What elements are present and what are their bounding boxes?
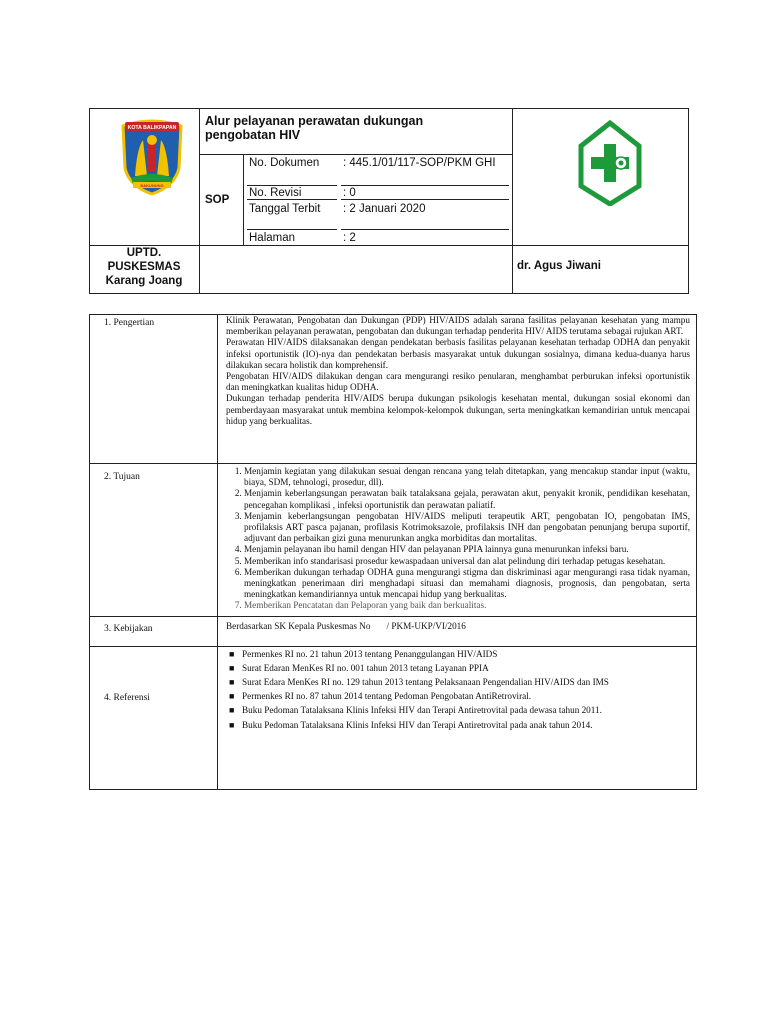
puskesmas-logo-icon — [577, 120, 643, 206]
reference-text: Surat Edaran MenKes RI no. 001 tahun 2013 tetang Layanan PPIA — [242, 662, 489, 673]
list-item: 7. Memberikan Pencatatan dan Pelaporan yang baik dan berkualitas. — [244, 600, 690, 611]
table-row — [90, 616, 697, 646]
signer-name: dr. Agus Jiwani — [517, 260, 601, 272]
meta-value-no-dokumen: : 445.1/01/117-SOP/PKM GHI — [343, 157, 496, 169]
list-item — [229, 719, 690, 731]
unit-line: PUSKESMAS — [107, 261, 181, 273]
reference-text: Permenkes RI no. 21 tahun 2013 tentang Penanggulangan HIV/AIDS — [242, 648, 498, 659]
pengertian-content — [218, 315, 697, 464]
list-item: 5. Memberikan info standarisasi prosedur kewaspadaan universal dan alat pelindung diri terhadap petugas kesehatan. — [244, 556, 690, 567]
square-bullet-icon: ■ — [229, 705, 235, 716]
unit-line: UPTD. — [126, 247, 162, 259]
list-item: 3. Menjamin keberlangsungan pengobatan HIV/AIDS meliputi terapeutik ART, pengobatan IO, pengobatan IMS, profilaksis ART pasca pajanan, profilasis Kotrimoksazole, profilaksis INH dan pengobatan penunjang berupa suportif, adjuvant dan perbaikan gizi guna menurunkan angka morbiditas dan mortalitas. — [244, 511, 690, 545]
paragraph: Pengobatan HIV/AIDS dilakukan dengan cara mengurangi resiko penularan, menghambat perburukan infeksi oportunistik dan meningkatkan kualitas hidup ODHA. — [226, 371, 690, 393]
referensi-content — [218, 646, 697, 789]
list-item — [229, 677, 690, 688]
crest-ribbon-text: BAKUNUNG — [140, 183, 164, 188]
square-bullet-icon: ■ — [229, 662, 235, 673]
square-bullet-icon: ■ — [229, 648, 235, 659]
row-divider — [341, 229, 509, 230]
table-border — [89, 293, 689, 294]
row-divider — [247, 199, 337, 200]
table-border — [512, 108, 513, 294]
tujuan-list — [226, 466, 690, 612]
meta-label-no-revisi: No. Revisi — [249, 187, 302, 199]
list-item — [229, 662, 690, 674]
list-item — [229, 691, 690, 702]
list-item: 2. Menjamin keberlangsungan perawatan baik tatalaksana gejala, perawatan akut, penyakit kronik, pendidikan kesehatan, pencegahan komplikasi , infeksi oportunistik dan perawatan paliatif. — [244, 488, 690, 510]
row-divider — [341, 185, 509, 186]
meta-label-halaman: Halaman — [249, 232, 296, 244]
list-item — [229, 648, 690, 660]
section-label: 4. Referensi — [90, 646, 218, 789]
title-line: Alur pelayanan perawatan dukungan — [205, 114, 424, 128]
row-divider — [247, 229, 337, 230]
list-item: 1. Menjamin kegiatan yang dilakukan sesuai dengan rencana yang telah ditetapkan, yang mencakup standar input (waktu, biaya, SDM, tehnologi, prosedur, dll). — [244, 466, 690, 488]
table-row — [90, 315, 697, 464]
meta-label-tanggal-terbit: Tanggal Terbit — [249, 203, 321, 215]
section-label: 3. Kebijakan — [90, 616, 218, 646]
tujuan-content — [218, 464, 697, 617]
table-border — [243, 154, 244, 246]
paragraph: Dukungan terhadap penderita HIV/AIDS berupa dukungan psikologis kesehatan mental, dukungan sosial ekonomi dan pemberdayaan masyarakat untuk membina kelompok-kelompok dukungan, serta meningkatkan kemandirian untuk mencapai hidup yang berkualitas. — [226, 393, 690, 426]
list-item: 4. Menjamin pelayanan ibu hamil dengan HIV dan pelayanan PPIA lainnya guna menurunkan infeksi baru. — [244, 544, 690, 555]
sop-content-table — [89, 314, 697, 790]
reference-text: Buku Pedoman Tatalaksana Klinis Infeksi HIV dan Terapi Antiretrovital pada anak tahun 2014. — [242, 719, 593, 730]
meta-value-tanggal-terbit: : 2 Januari 2020 — [343, 203, 426, 215]
list-item: 6. Memberikan dukungan terhadap ODHA guna mengurangi stigma dan diskriminasi agar mengurangi rasa tidak nyaman, meningkatkan penerimaan diri menghadapi situasi dan memahami diagnosis, prognosis, dan pengobatan, serta meningkatkan kemandiriannya untuk mencapai hidup yang berkualitas. — [244, 567, 690, 601]
sop-header-table — [89, 108, 689, 294]
meta-value-halaman: : 2 — [343, 232, 356, 244]
unit-name — [89, 246, 199, 288]
crest-banner-text: KOTA BALIKPAPAN — [127, 125, 177, 131]
table-border — [89, 108, 689, 109]
table-border — [199, 154, 512, 155]
list-item — [229, 705, 690, 716]
table-border — [688, 108, 689, 294]
document-title — [205, 114, 505, 142]
reference-text: Permenkes RI no. 87 tahun 2014 tentang Pedoman Pengobatan AntiRetroviral. — [242, 691, 532, 702]
paragraph: Klinik Perawatan, Pengobatan dan Dukungan (PDP) HIV/AIDS adalah sarana fasilitas pelayanan kesehatan yang mampu memberikan pelayanan perawatan, pengobatan dan dukungan terhadap penderita HIV/ AIDS terutama sebagai rujukan ART. — [226, 315, 690, 337]
referensi-list — [226, 649, 690, 731]
kebijakan-content: Berdasarkan SK Kepala Puskesmas No / PKM-UKP/VI/2016 — [218, 616, 697, 646]
section-label: 2. Tujuan — [90, 464, 218, 617]
table-row — [90, 646, 697, 789]
square-bullet-icon: ■ — [229, 691, 235, 702]
reference-text: Surat Edara MenKes RI no. 129 tahun 2013 tentang Pelaksanaan Pengendalian HIV/AIDS dan IMS — [242, 677, 609, 688]
title-line: pengobatan HIV — [205, 128, 301, 142]
sop-label: SOP — [205, 194, 230, 206]
section-label: 1. Pengertian — [90, 315, 218, 464]
row-divider — [247, 185, 337, 186]
table-row — [90, 464, 697, 617]
row-divider — [341, 199, 509, 200]
reference-text: Buku Pedoman Tatalaksana Klinis Infeksi HIV dan Terapi Antiretrovital pada dewasa tahun 2011. — [242, 705, 602, 716]
square-bullet-icon: ■ — [229, 677, 235, 688]
paragraph: Perawatan HIV/AIDS dilaksanakan dengan pendekatan berbasis fasilitas pelayanan kesehatan terhadap ODHA dan penyakit infeksi oportunistik (IO)-nya dan pendekatan berbasis masyarakat untuk dukungan sosialnya, dimana kedua-duanya harus dilakukan secara holistik dan komprehensif. — [226, 337, 690, 370]
square-bullet-icon: ■ — [229, 719, 235, 730]
meta-label-no-dokumen: No. Dokumen — [249, 157, 320, 169]
unit-line: Karang Joang — [105, 275, 183, 287]
kota-balikpapan-crest-icon — [117, 118, 187, 196]
table-border — [199, 108, 200, 294]
meta-value-no-revisi: : 0 — [343, 187, 356, 199]
